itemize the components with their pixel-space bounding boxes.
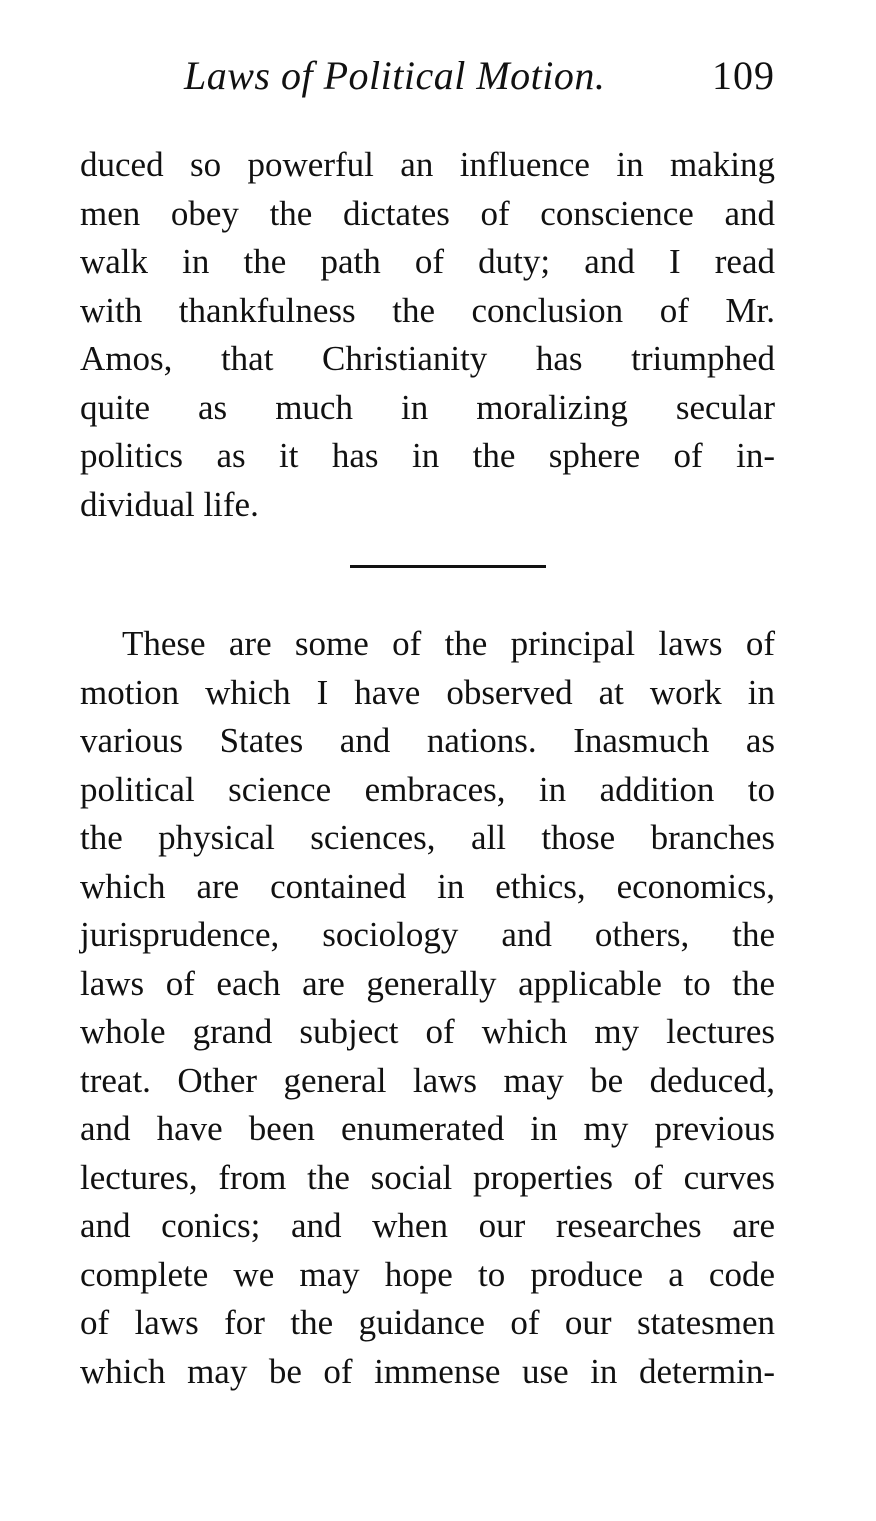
text-line: These are some of the principal laws of [122,624,775,663]
paragraph-new-section [80,620,775,1396]
text-line: jurisprudence, sociology and others, the [80,915,775,954]
running-head [80,48,775,108]
text-line: walk in the path of duty; and I read [80,242,775,281]
text-line: men obey the dictates of conscience and [80,193,775,233]
running-title: Laws of Political Motion. [184,53,606,98]
text-line: political science embraces, in addition to [80,769,775,809]
text-line: which may be of immense use in determin- [80,1351,775,1391]
text-line: politics as it has in the sphere of in- [80,436,775,475]
text-line: Amos, that Christianity has triumphed [80,339,775,378]
text-line: whole grand subject of which my lectures [80,1012,775,1051]
text-line: with thankfulness the conclusion of Mr. [80,290,775,330]
text-line: quite as much in moralizing secular [80,387,775,427]
section-divider-rule [350,565,546,568]
text-line: lectures, from the social properties of curves [80,1157,775,1197]
text-line: duced so powerful an influence in making [80,145,775,184]
text-line: dividual life. [80,484,259,524]
text-line: which are contained in ethics, economics, [80,866,775,906]
text-line: treat. Other general laws may be deduced, [80,1060,775,1100]
text-line: the physical sciences, all those branches [80,818,775,857]
paragraph-continued [80,141,775,529]
text-line: and have been enumerated in my previous [80,1109,775,1148]
text-line: laws of each are generally applicable to the [80,963,775,1003]
text-line: and conics; and when our researches are [80,1206,775,1245]
text-line: motion which I have observed at work in [80,672,775,712]
text-line: various States and nations. Inasmuch as [80,721,775,760]
text-line: complete we may hope to produce a code [80,1254,775,1294]
page-number: 109 [712,53,775,98]
text-line: of laws for the guidance of our statesmen [80,1303,775,1342]
